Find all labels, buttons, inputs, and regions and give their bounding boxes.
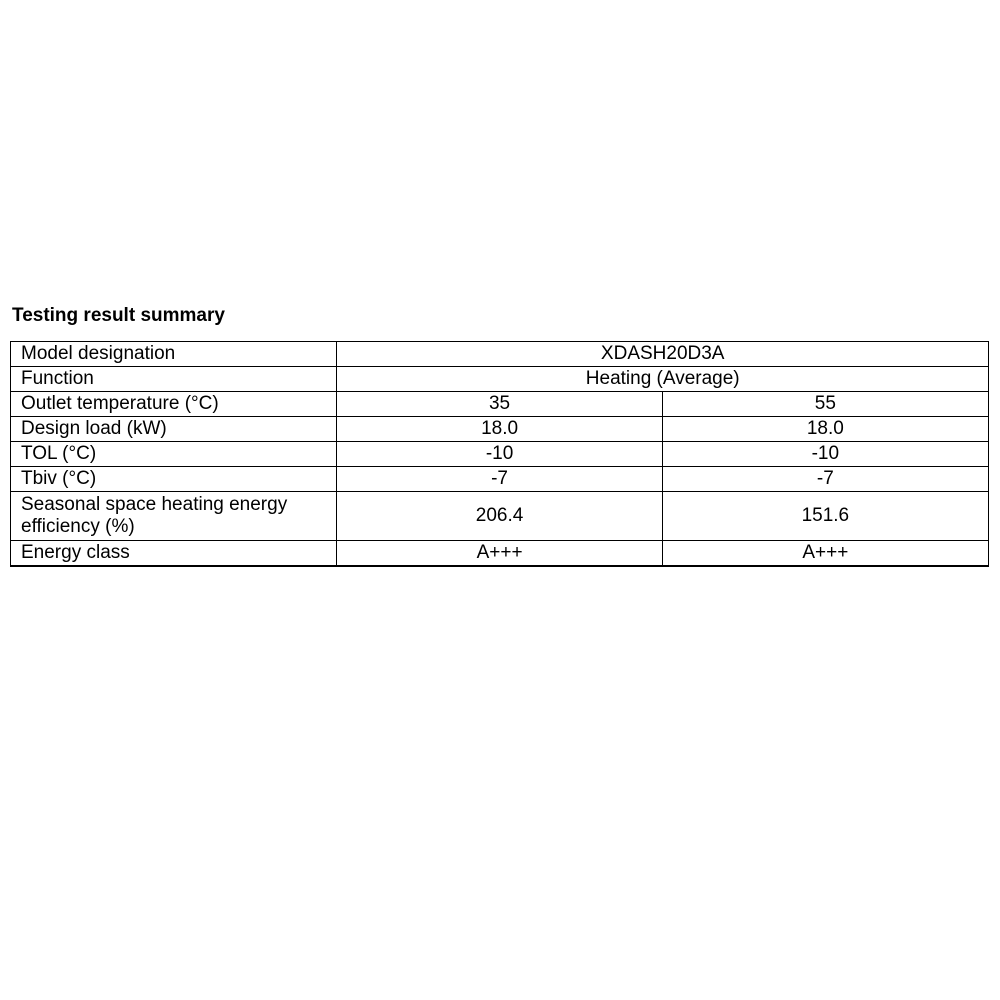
outlet-value-2: 55: [662, 392, 988, 417]
model-value: XDASH20D3A: [337, 342, 989, 367]
table-row-outlet-temperature: [11, 392, 989, 417]
table-row-tbiv: [11, 467, 989, 492]
row-label: Energy class: [11, 541, 337, 567]
tol-value-1: -10: [337, 442, 662, 467]
row-label: Outlet temperature (°C): [11, 392, 337, 417]
design-load-value-1: 18.0: [337, 417, 662, 442]
function-value: Heating (Average): [337, 367, 989, 392]
row-label: Tbiv (°C): [11, 467, 337, 492]
table-row-efficiency: [11, 492, 989, 541]
table-row-function: [11, 367, 989, 392]
table-row-energy-class: [11, 541, 989, 567]
row-label: Function: [11, 367, 337, 392]
testing-result-table: [10, 341, 989, 567]
outlet-value-1: 35: [337, 392, 662, 417]
tbiv-value-2: -7: [662, 467, 988, 492]
table-row-tol: [11, 442, 989, 467]
row-label: Model designation: [11, 342, 337, 367]
row-label: Seasonal space heating energy efficiency (%): [11, 492, 337, 541]
row-label: TOL (°C): [11, 442, 337, 467]
row-label: Design load (kW): [11, 417, 337, 442]
energy-class-value-1: A+++: [337, 541, 662, 567]
efficiency-value-1: 206.4: [337, 492, 662, 541]
table-row-design-load: [11, 417, 989, 442]
efficiency-value-2: 151.6: [662, 492, 988, 541]
section-heading: Testing result summary: [12, 305, 225, 326]
table-row-model: [11, 342, 989, 367]
design-load-value-2: 18.0: [662, 417, 988, 442]
tbiv-value-1: -7: [337, 467, 662, 492]
energy-class-value-2: A+++: [662, 541, 988, 567]
tol-value-2: -10: [662, 442, 988, 467]
